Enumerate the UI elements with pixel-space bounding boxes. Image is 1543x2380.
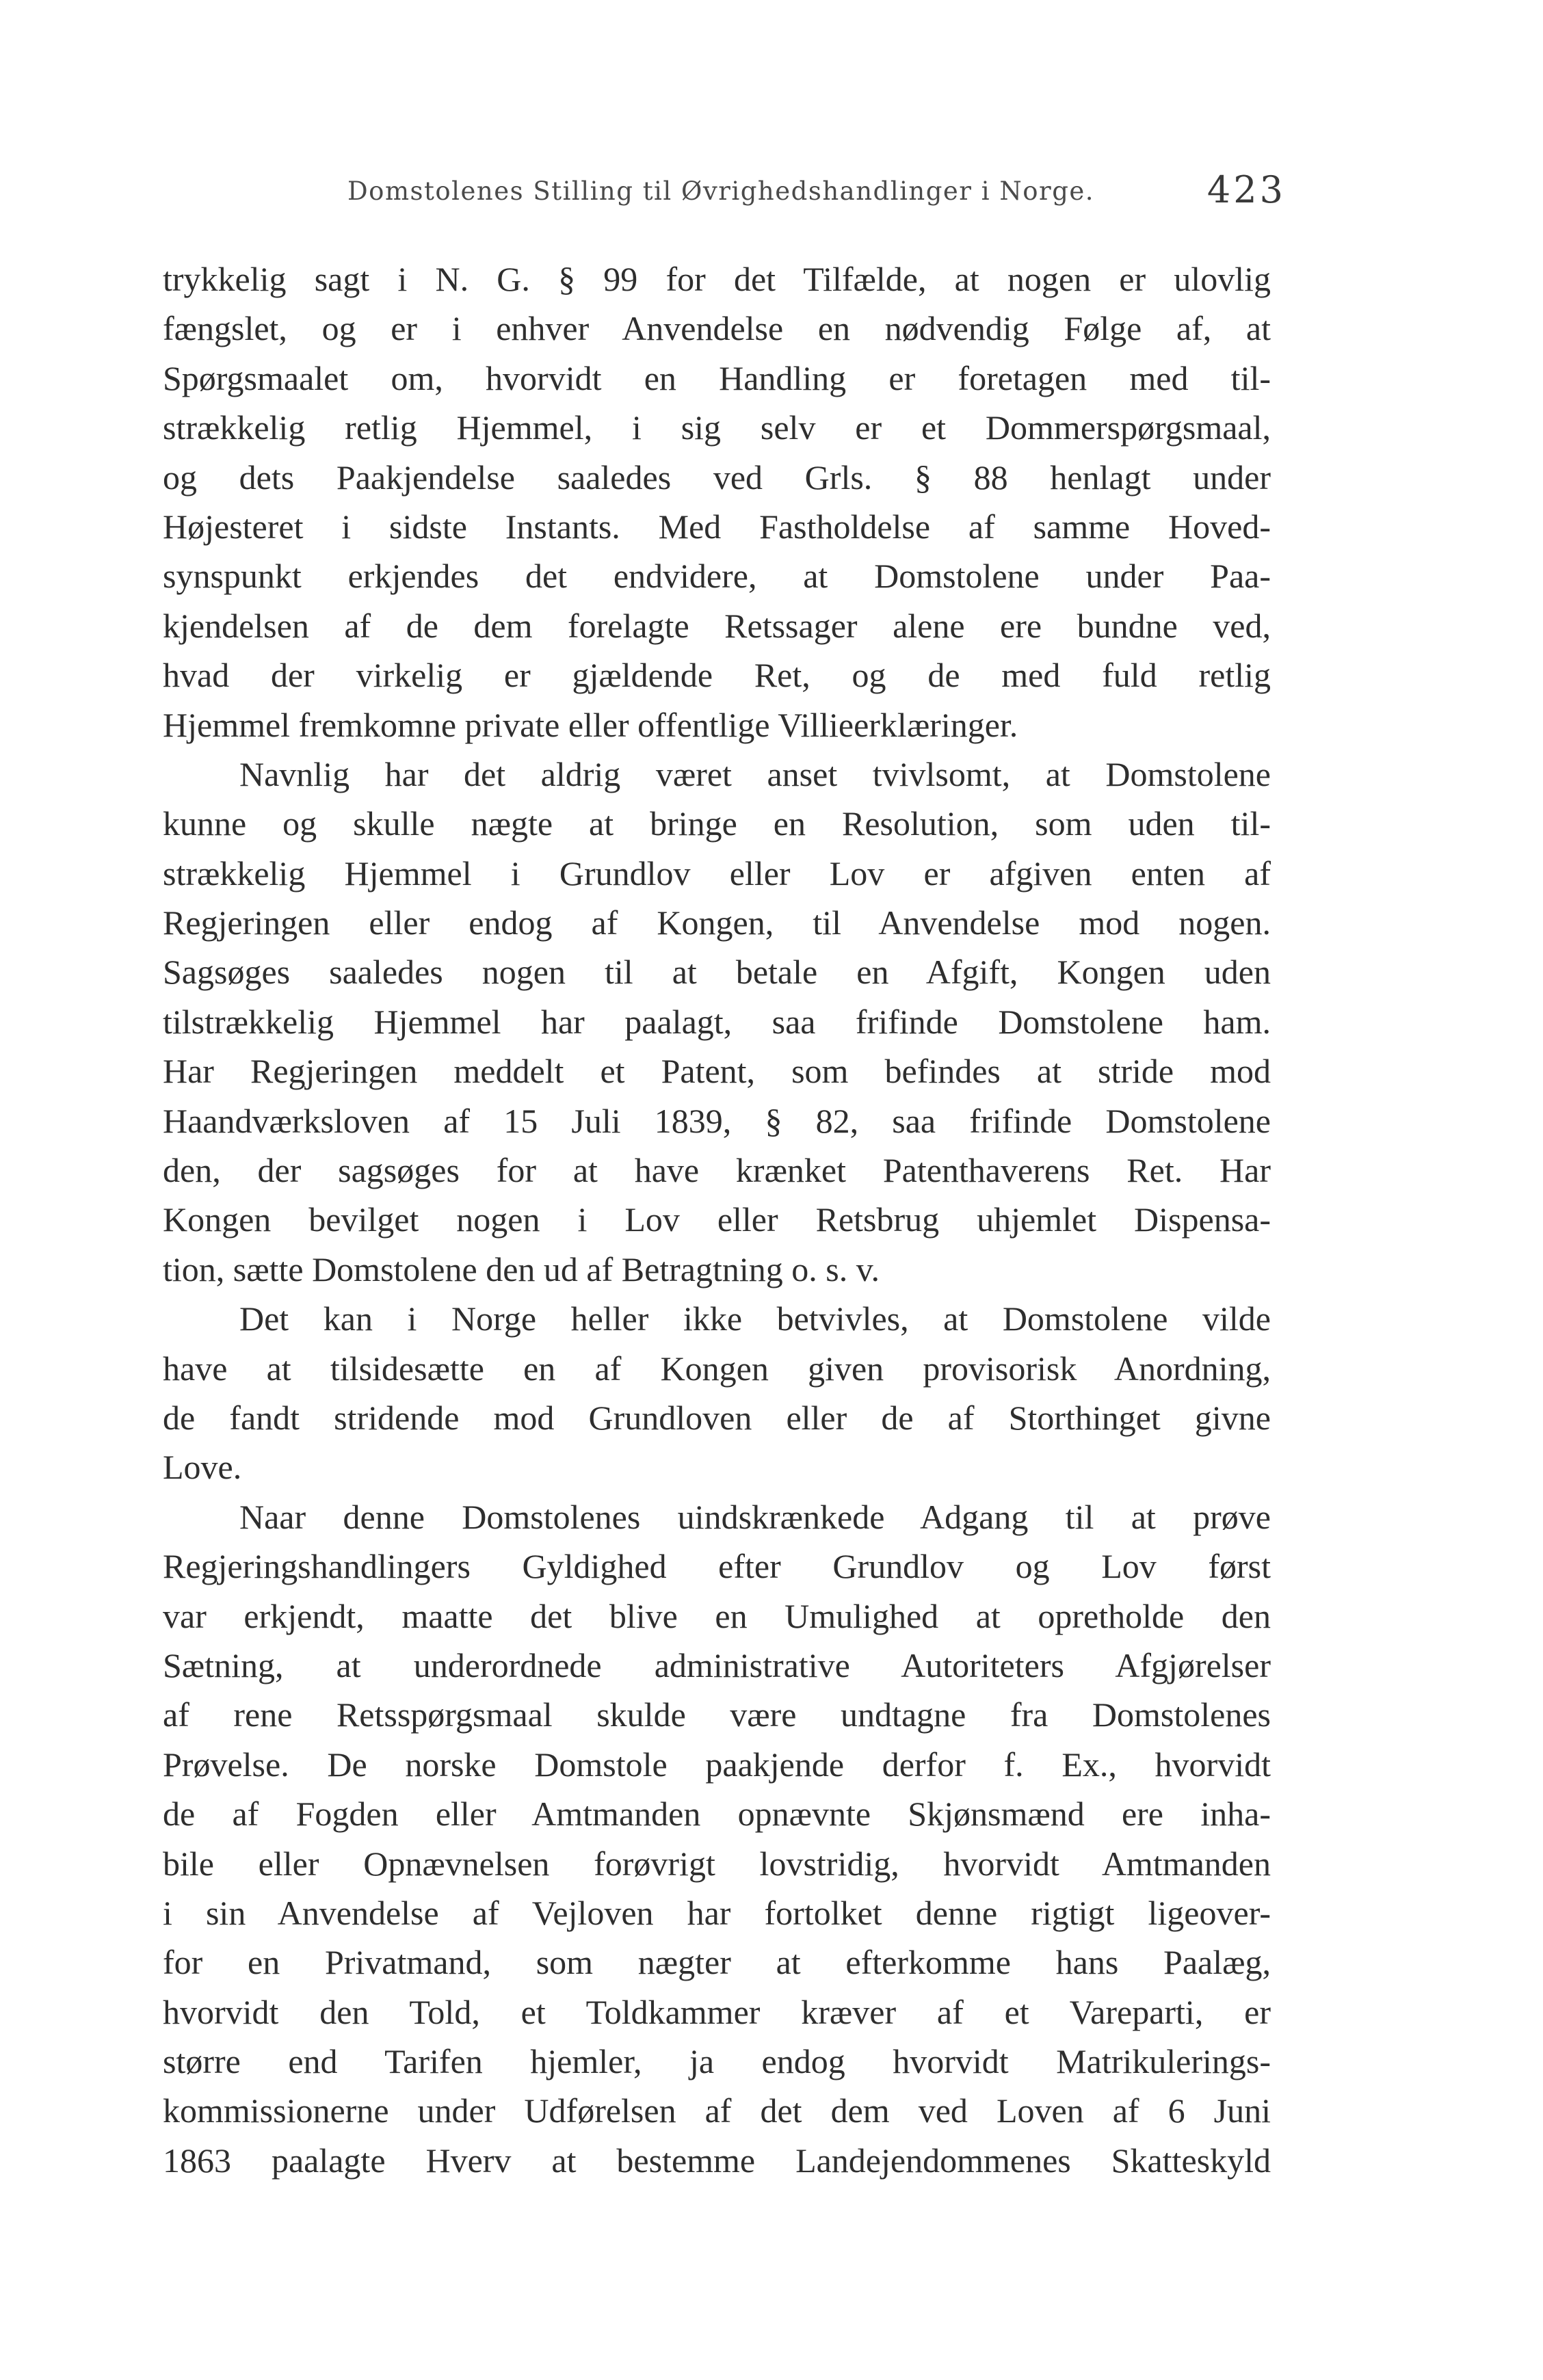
text-line: Prøvelse. De norske Domstole paakjende derfor f. Ex., hvorvidt — [163, 1745, 1271, 1784]
text-line: de fandt stridende mod Grundloven eller de af Storthinget givne — [163, 1398, 1271, 1437]
text-line: Højesteret i sidste Instants. Med Fastholdelse af samme Hoved- — [163, 507, 1271, 546]
text-line: af rene Retsspørgsmaal skulde være undtagne fra Domstolenes — [163, 1695, 1271, 1734]
text-line: Spørgsmaalet om, hvorvidt en Handling er foretagen med til- — [163, 358, 1271, 397]
text-line: bile eller Opnævnelsen forøvrigt lovstridig, hvorvidt Amtmanden — [163, 1844, 1271, 1883]
text-line: fængslet, og er i enhver Anvendelse en nødvendig Følge af, at — [163, 309, 1271, 348]
text-line: og dets Paakjendelse saaledes ved Grls. § 88 henlagt under — [163, 458, 1271, 497]
text-line: Naar denne Domstolenes uindskrænkede Adgang til at prøve — [239, 1497, 1271, 1536]
text-line: Sagsøges saaledes nogen til at betale en Afgift, Kongen uden — [163, 953, 1271, 992]
text-line: Sætning, at underordnede administrative Autoriteters Afgjørelser — [163, 1645, 1271, 1684]
text-line: synspunkt erkjendes det endvidere, at Domstolene under Paa- — [163, 557, 1271, 596]
text-line: have at tilsidesætte en af Kongen given provisorisk Anordning, — [163, 1349, 1271, 1388]
text-line: tion, sætte Domstolene den ud af Betragtning o. s. v. — [163, 1250, 880, 1288]
text-line: kunne og skulle nægte at bringe en Resolution, som uden til- — [163, 804, 1271, 843]
text-line: Regjeringshandlingers Gyldighed efter Grundlov og Lov først — [163, 1547, 1271, 1586]
text-line: større end Tarifen hjemler, ja endog hvorvidt Matrikulerings- — [163, 2042, 1271, 2081]
text-line: strækkelig retlig Hjemmel, i sig selv er et Dommerspørgsmaal, — [163, 408, 1271, 447]
page-number: 423 — [1206, 168, 1286, 211]
text-line: for en Privatmand, som nægter at efterkomme hans Paalæg, — [163, 1943, 1271, 1982]
text-line: Navnlig har det aldrig været anset tvivlsomt, at Domstolene — [239, 754, 1271, 793]
text-line: Haandværksloven af 15 Juli 1839, § 82, saa frifinde Domstolene — [163, 1101, 1271, 1140]
text-line: 1863 paalagte Hverv at bestemme Landejendommenes Skatteskyld — [163, 2141, 1271, 2180]
running-title: Domstolenes Stilling til Øvrighedshandlinger i Norge. — [347, 176, 1095, 206]
text-line: kjendelsen af de dem forelagte Retssager alene ere bundne ved, — [163, 606, 1271, 645]
text-line: Hjemmel fremkomne private eller offentlige Villieerklæringer. — [163, 705, 1018, 744]
text-line: trykkelig sagt i N. G. § 99 for det Tilfælde, at nogen er ulovlig — [163, 260, 1271, 298]
text-line: hvad der virkelig er gjældende Ret, og de med fuld retlig — [163, 656, 1271, 695]
text-line: tilstrækkelig Hjemmel har paalagt, saa frifinde Domstolene ham. — [163, 1002, 1271, 1041]
body-text — [163, 254, 1271, 2185]
text-line: i sin Anvendelse af Vejloven har fortolket denne rigtigt ligeover- — [163, 1893, 1271, 1932]
text-line: var erkjendt, maatte det blive en Umulighed at opretholde den — [163, 1596, 1271, 1635]
text-line: hvorvidt den Told, et Toldkammer kræver af et Vareparti, er — [163, 1992, 1271, 2031]
text-line: de af Fogden eller Amtmanden opnævnte Skjønsmænd ere inha- — [163, 1795, 1271, 1834]
text-line: Det kan i Norge heller ikke betvivles, at Domstolene vilde — [239, 1299, 1271, 1338]
text-line: den, der sagsøges for at have krænket Patenthaverens Ret. Har — [163, 1151, 1271, 1190]
text-line: Kongen bevilget nogen i Lov eller Retsbrug uhjemlet Dispensa- — [163, 1200, 1271, 1239]
text-line: Love. — [163, 1448, 242, 1487]
running-head — [164, 166, 1286, 227]
text-line: kommissionerne under Udførelsen af det dem ved Loven af 6 Juni — [163, 2091, 1271, 2130]
text-line: Har Regjeringen meddelt et Patent, som befindes at stride mod — [163, 1052, 1271, 1091]
text-line: strækkelig Hjemmel i Grundlov eller Lov er afgiven enten af — [163, 854, 1271, 892]
text-line: Regjeringen eller endog af Kongen, til Anvendelse mod nogen. — [163, 903, 1271, 942]
